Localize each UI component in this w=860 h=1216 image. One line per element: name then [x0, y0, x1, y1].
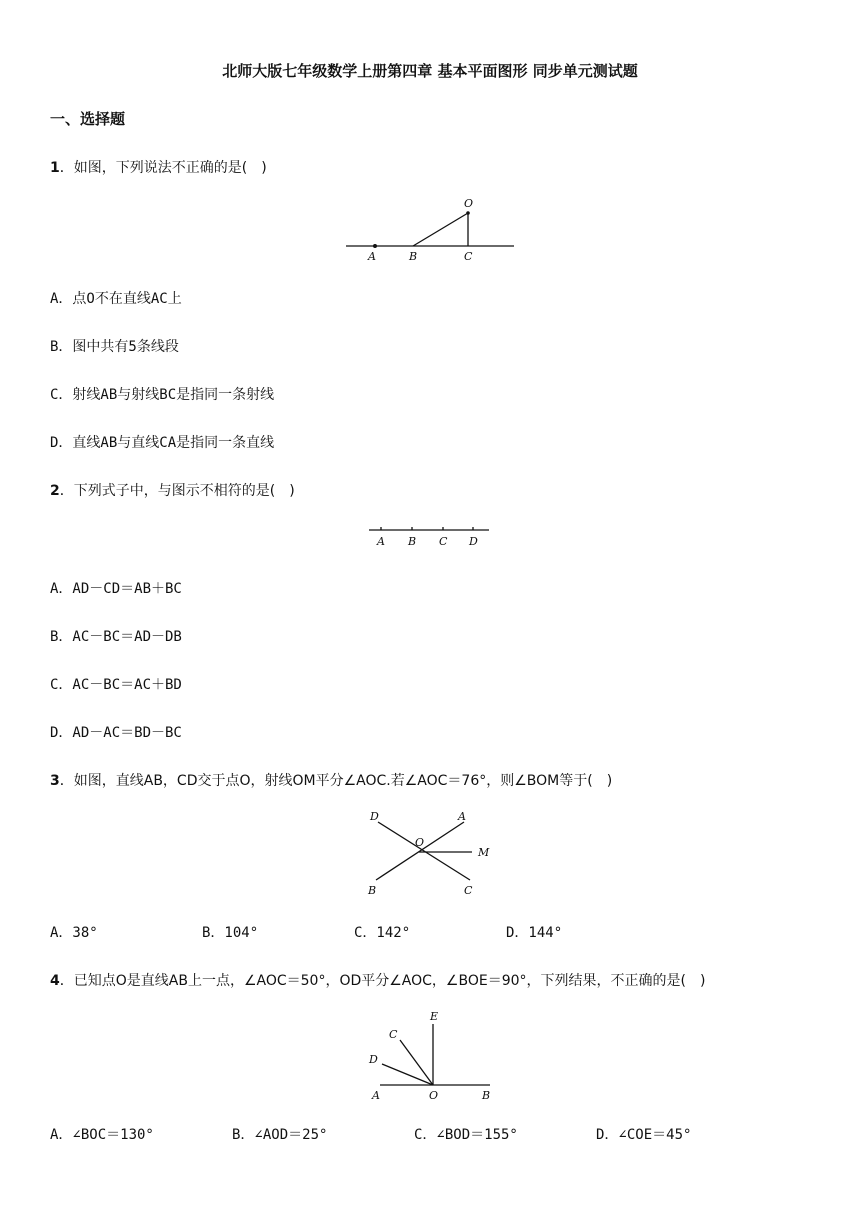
q2-option-d: D．AD－AC＝BD－BC: [50, 725, 182, 741]
q2-option-c: C．AC－BC＝AC＋BD: [50, 677, 182, 693]
label-d: D: [370, 810, 379, 823]
q4-option-b: B．∠AOD＝25°: [232, 1127, 328, 1143]
q1-option-c: C．射线AB与射线BC是指同一条射线: [50, 387, 275, 403]
question-2-number: 2: [50, 483, 60, 499]
question-2-stem: [50, 480, 295, 500]
question-4-text: ．已知点O是直线AB上一点，∠AOC＝50°，OD平分∠AOC，∠BOE＝90°，下列结果，不正确的是( ): [59, 973, 706, 989]
question-3-text: ．如图，直线AB，CD交于点O，射线OM平分∠AOC.若∠AOC＝76°，则∠BOM等于( ): [59, 773, 613, 789]
line-dc: [378, 822, 470, 880]
line-ab: [376, 822, 464, 880]
question-4-stem: [50, 970, 705, 990]
q4-option-d: D．∠COE＝45°: [596, 1127, 692, 1143]
q3-option-d: D．144°: [506, 925, 563, 941]
q3-option-b: B．104°: [202, 925, 259, 941]
q1-option-b: B．图中共有5条线段: [50, 339, 179, 355]
label-a: A: [458, 810, 466, 823]
q4-option-a: A．∠BOC＝130°: [50, 1127, 154, 1143]
question-4-number: 4: [50, 973, 60, 989]
question-3-stem: [50, 770, 612, 790]
label-b: B: [409, 250, 418, 263]
label-e: E: [430, 1010, 439, 1023]
page-title: 北师大版七年级数学上册第四章 基本平面图形 同步单元测试题: [222, 62, 638, 80]
question-3-figure: [360, 806, 500, 902]
question-2-figure: [365, 520, 495, 552]
segment-bo: [413, 213, 468, 246]
question-1-text: ．如图，下列说法不正确的是( ): [59, 160, 267, 176]
question-1-number: 1: [50, 160, 60, 176]
label-d: D: [369, 1053, 378, 1066]
section-heading: 一、选择题: [50, 110, 126, 128]
question-2-text: ．下列式子中，与图示不相符的是( ): [59, 483, 295, 499]
question-1-figure: [340, 195, 520, 265]
label-a: A: [377, 535, 385, 548]
point-a: [373, 244, 377, 248]
q1-option-d: D．直线AB与直线CA是指同一条直线: [50, 435, 275, 451]
question-4-figure: [362, 1008, 502, 1104]
label-c: C: [389, 1028, 398, 1041]
label-c: C: [464, 884, 473, 897]
label-c: C: [464, 250, 473, 263]
label-d: D: [469, 535, 478, 548]
label-o: O: [464, 197, 474, 210]
q3-option-c: C．142°: [354, 925, 411, 941]
q2-option-a: A．AD－CD＝AB＋BC: [50, 581, 182, 597]
label-m: M: [478, 846, 490, 859]
q4-option-c: C．∠BOD＝155°: [414, 1127, 518, 1143]
label-b: B: [368, 884, 377, 897]
label-o: O: [415, 836, 425, 849]
label-a: A: [368, 250, 376, 263]
q3-option-a: A．38°: [50, 925, 98, 941]
point-o: [466, 211, 470, 215]
question-3-number: 3: [50, 773, 60, 789]
label-a: A: [372, 1089, 380, 1102]
label-o: O: [429, 1089, 439, 1102]
q2-option-b: B．AC－BC＝AD－DB: [50, 629, 182, 645]
label-b: B: [482, 1089, 491, 1102]
question-1-stem: [50, 157, 267, 177]
label-c: C: [439, 535, 448, 548]
label-b: B: [408, 535, 417, 548]
q1-option-a: A．点O不在直线AC上: [50, 291, 182, 307]
